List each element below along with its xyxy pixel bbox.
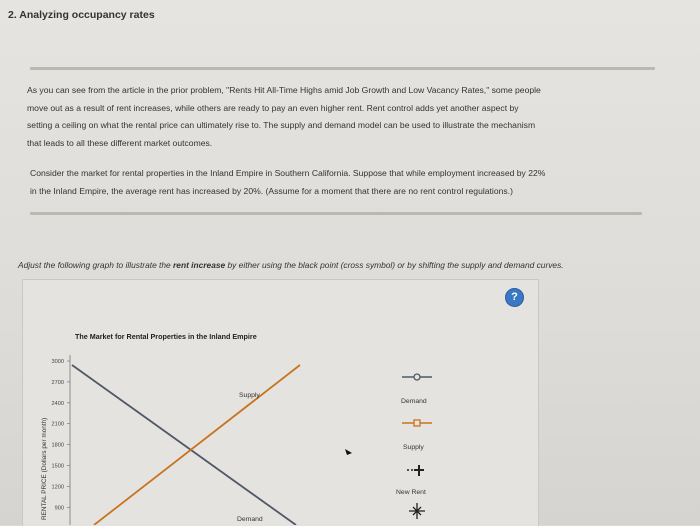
intro-line: As you can see from the article in the prior problem, "Rents Hit All-Time Highs amid Job Growth and Low Vacancy Rates," some people [27, 85, 541, 95]
new-rent-dot-icon [411, 469, 413, 471]
y-tick-label: 900 [54, 505, 64, 512]
intro-line: that leads to all these different market outcomes. [27, 137, 213, 148]
chart-title: The Market for Rental Properties in the Inland Empire [75, 332, 257, 341]
supply-curve[interactable] [94, 365, 300, 525]
tool-supply-label: Supply [403, 444, 424, 451]
tool-demand[interactable] [401, 374, 432, 405]
instruction-pre: Adjust the following graph to illustrate the [18, 260, 174, 270]
tool-new-rent-label: New Rent [396, 489, 426, 496]
new-rent-marker-icon[interactable] [409, 503, 425, 519]
tool-supply[interactable] [402, 420, 432, 451]
scenario-line: Consider the market for rental properties in the Inland Empire in Southern California. Suppose that while employment increased by 22% [30, 168, 546, 178]
y-tick-label: 1800 [51, 442, 64, 449]
demand-curve-label: Demand [237, 516, 263, 523]
tool-new-rent[interactable] [396, 465, 426, 519]
question-title: 2. Analyzing occupancy rates [8, 9, 155, 21]
y-tick-label: 2100 [51, 421, 64, 428]
instruction-bold: rent increase [173, 260, 226, 270]
scenario-line: in the Inland Empire, the average rent has increased by 20%. (Assume for a moment that there are no rent control regulations.) [30, 185, 513, 196]
demand-tool-handle-icon[interactable] [414, 374, 420, 380]
y-axis-label: RENTAL PRICE (Dollars per month) [41, 417, 48, 520]
tool-demand-label: Demand [401, 398, 427, 405]
y-axis-ticks [52, 359, 70, 511]
help-button[interactable]: ? [505, 288, 524, 307]
new-rent-dot-icon [407, 469, 409, 471]
instruction-post: by either using the black point (cross symbol) or by shifting the supply and demand curves. [225, 260, 564, 270]
y-tick-label: 2700 [51, 379, 64, 386]
demand-curve[interactable] [72, 365, 296, 525]
intro-line: move out as a result of rent increases, while others are ready to pay an even higher rent. Rent control adds yet another aspect by [27, 102, 519, 113]
intro-line: setting a ceiling on what the rental price can ultimately rise to. The supply and demand model can be used to illustrate the mechanism [27, 120, 536, 130]
y-tick-label: 3000 [51, 359, 64, 365]
y-tick-label: 1200 [51, 484, 64, 491]
supply-curve-label: Supply [239, 392, 260, 399]
y-tick-label: 2400 [51, 400, 64, 407]
supply-tool-handle-icon[interactable] [414, 420, 420, 426]
y-tick-label: 1500 [51, 463, 64, 470]
cursor-arrow-icon [345, 449, 352, 455]
